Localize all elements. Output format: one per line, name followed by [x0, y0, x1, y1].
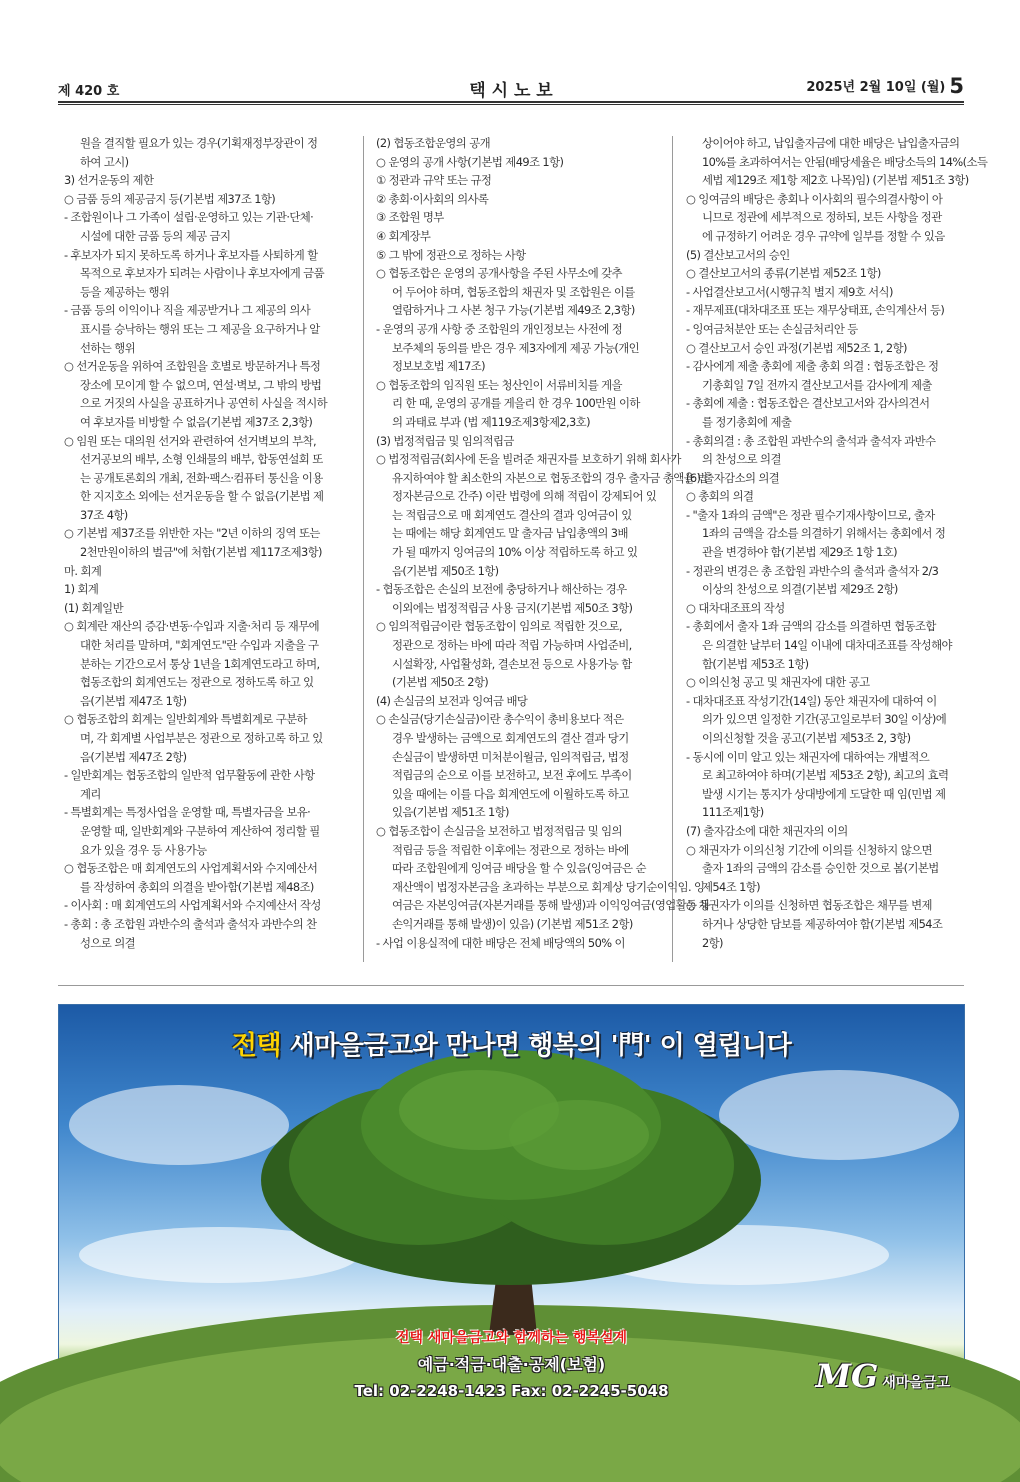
text-line: 음(기본법 제47조 2항) [80, 749, 187, 764]
ad-separator [58, 985, 964, 986]
column-1 [64, 134, 348, 966]
text-line: ○ 법정적립금(회사에 돈을 빌려준 채권자를 보호하기 위해 회사가 [376, 452, 681, 467]
text-line: 대한 처리를 말하며, "회계연도"란 수입과 지출을 구 [80, 638, 319, 653]
text-line: 의가 있으면 일정한 기간(공고일로부터 30일 이상)에 [702, 712, 947, 727]
text-line: ○ 협동조합이 손실금을 보전하고 법정적립금 및 임의 [376, 823, 622, 838]
text-line: ⑤ 그 밖에 정관으로 정하는 사항 [376, 247, 526, 262]
text-line: (기본법 제50조 2항) [392, 675, 489, 690]
text-line: 음(기본법 제50조 1항) [392, 563, 499, 578]
text-line: ○ 채권자가 이의신청 기간에 이의를 신청하지 않으면 [686, 842, 932, 857]
text-line: 시설확장, 사업활성화, 결손보전 등으로 사용가능 함 [392, 656, 632, 671]
text-line: 보주체의 동의를 받은 경우 제3자에게 제공 가능(개인 [392, 340, 640, 355]
text-line: 니므로 정관에 세부적으로 정하되, 보든 사항을 정관 [702, 210, 942, 225]
text-line: 기총회일 7일 전까지 결산보고서를 감사에게 제출 [702, 377, 932, 392]
text-line: 하여 고시) [80, 154, 129, 169]
text-line: 한 지지호소 외에는 선거운동을 할 수 없음(기본법 제 [80, 489, 324, 504]
text-line: ○ 결산보고서 승인 과정(기본법 제52조 1, 2항) [686, 340, 907, 355]
text-line: 운영할 때, 일반회계와 구분하여 계산하여 정리할 필 [80, 823, 320, 838]
text-line: 협동조합의 회계연도는 정관으로 정하도록 하고 있 [80, 675, 314, 690]
text-line: 유지하여야 할 최소한의 자본으로 협동조합의 경우 출자금 총액을 법 [392, 470, 708, 485]
page-header [58, 74, 964, 102]
text-line: - 협동조합은 손실의 보전에 충당하거나 해산하는 경우 [376, 582, 627, 597]
text-line: - 조합원이나 그 가족이 설립·운영하고 있는 기관·단체· [64, 210, 314, 225]
text-line: ○ 협동조합은 매 회계연도의 사업계획서와 수지예산서 [64, 861, 318, 876]
text-line: ○ 임원 또는 대의원 선거와 관련하여 선거벽보의 부착, [64, 433, 316, 448]
text-line: 여 후보자를 비방할 수 없음(기본법 제37조 2,3항) [80, 414, 313, 429]
ad-headline [59, 1025, 964, 1062]
text-line: ○ 협동조합의 임직원 또는 청산인이 서류비치를 게을 [376, 377, 622, 392]
mg-logo-mark: MG [815, 1357, 879, 1395]
text-line: 정자본금으로 간주) 이란 법령에 의해 적립이 강제되어 있 [392, 489, 657, 504]
text-line: - 특별회계는 특정사업을 운영할 때, 특별자금을 보유· [64, 805, 311, 820]
mg-logo-name: 새마을금고 [882, 1375, 950, 1391]
text-line: (2) 협동조합운영의 공개 [376, 136, 491, 150]
text-line: - 총회에 제출 : 협동조합은 결산보고서와 감사의견서 [686, 396, 930, 411]
text-line: 정보보호법 제17조) [392, 359, 485, 374]
text-line: 있음(기본법 제51조 1항) [392, 805, 509, 820]
text-line: (6) 출자감소의 의결 [686, 470, 780, 485]
text-line: 리 한 때, 운영의 공개를 게을리 한 경우 100만원 이하 [392, 396, 640, 411]
text-line: 제54조 1항) [702, 879, 761, 894]
text-line: 는 적립금으로 매 회계연도 결산의 결과 잉여금이 있 [392, 507, 632, 522]
text-line: 표시를 승낙하는 행위 또는 그 제공을 요구하거나 알 [80, 321, 320, 336]
text-line: 여금은 자본잉여금(자본거래를 통해 발생)과 이익잉여금(영업활동 등 [392, 898, 710, 913]
text-line: 있을 때에는 이를 다음 회계연도에 이월하도록 하고 [392, 786, 629, 801]
text-line: 음(기본법 제47조 1항) [80, 693, 187, 708]
text-line: - 일반회계는 협동조합의 일반적 업무활동에 관한 사항 [64, 768, 315, 783]
text-line: 2천만원이하의 벌금"에 처함(기본법 제117조제3항) [80, 545, 322, 560]
text-line: 함(기본법 제53조 1항) [702, 656, 809, 671]
text-line: 분하는 기간으로서 통상 1년을 1회계연도라고 하며, [80, 656, 320, 671]
text-line: 계리 [80, 786, 101, 801]
text-line: 따라 조합원에게 잉여금 배당을 할 수 있음(잉여금은 순 [392, 861, 646, 876]
ad-headline-rest: 새마을금고와 만나면 행복의 '門' 이 열립니다 [281, 1031, 792, 1061]
text-line: - "출자 1좌의 금액"은 정관 필수기재사항이므로, 출자 [686, 507, 935, 522]
text-line: 를 정기총회에 제출 [702, 414, 792, 429]
text-line: - 총회의결 : 총 조합원 과반수의 출석과 출석자 과반수 [686, 433, 936, 448]
text-line: ○ 선거운동을 위하여 조합원을 호별로 방문하거나 특정 [64, 359, 321, 374]
text-line: (7) 출자감소에 대한 채권자의 이의 [686, 823, 848, 838]
text-line: 출자 1좌의 금액의 감소를 승인한 것으로 봄(기본법 [702, 861, 939, 876]
text-line: 에 규정하기 어려운 경우 규약에 일부를 정할 수 있음 [702, 228, 945, 243]
column-2 [376, 134, 710, 966]
text-line: - 동시에 이미 알고 있는 채권자에 대하여는 개별적으 [686, 749, 930, 764]
text-line: ○ 대차대조표의 작성 [686, 600, 785, 615]
advertisement-banner [58, 1004, 965, 1430]
text-line: (1) 회계일반 [64, 600, 123, 615]
text-line: 요가 있을 경우 등 사용가능 [80, 842, 207, 857]
text-line: 이의신청할 것을 공고(기본법 제53조 2, 3항) [702, 731, 911, 745]
text-line: 는 때에는 해당 회계연도 말 출자금 납입총액의 3배 [392, 526, 628, 541]
text-line: 111조제1항) [702, 805, 764, 820]
text-line: - 재무제표(대차대조표 또는 재무상태표, 손익계산서 등) [686, 303, 945, 318]
ad-services: 예금·적금·대출·공제(보험) [417, 1355, 606, 1374]
text-line: 어 두어야 하며, 협동조합의 채권자 및 조합원은 이를 [392, 284, 635, 299]
text-line: 성으로 의결 [80, 935, 136, 950]
text-line: - 감사에게 제출 총회에 제출 총회 의결 : 협동조합은 정 [686, 359, 939, 374]
text-line: 발생 시기는 통지가 상대방에게 도달한 때 임(민법 제 [702, 786, 946, 801]
text-line: 손실금이 발생하면 미처분이월금, 임의적립금, 법정 [392, 749, 629, 764]
text-line: - 이사회 : 매 회계연도의 사업계획서와 수지예산서 작성 [64, 898, 321, 913]
header-rule-thin [58, 104, 964, 105]
text-line: 1) 회계 [64, 582, 99, 597]
text-line: - 금품 등의 이익이나 직을 제공받거나 그 제공의 의사 [64, 303, 311, 318]
text-line: ④ 회계장부 [376, 228, 431, 243]
text-line: 정관으로 정하는 바에 따라 적립 가능하며 사업준비, [392, 638, 632, 653]
text-line: ○ 기본법 제37조를 위반한 자는 "2년 이하의 징역 또는 [64, 526, 320, 541]
text-line: ○ 잉여금의 배당은 총회나 이사회의 필수의결사항이 아 [686, 191, 943, 206]
text-line: 관을 변경하야 함(기본법 제29조 1항 1호) [702, 545, 898, 560]
text-line: - 후보자가 되지 못하도록 하거나 후보자를 사퇴하게 할 [64, 247, 318, 262]
text-line: ○ 총회의 의결 [686, 489, 754, 504]
text-line: 원을 결직할 필요가 있는 경우(기획재정부장관이 정 [80, 136, 318, 150]
ad-tagline: 전택 새마을금고와 함께하는 행복설계 [395, 1330, 627, 1346]
text-line: - 정관의 변경은 총 조합원 과반수의 출석과 출석자 2/3 [686, 563, 939, 578]
issue-number: 제 420 호 [58, 84, 120, 99]
text-line: ○ 채권자가 이의를 신청하면 협동조합은 채무를 변제 [686, 898, 932, 913]
text-line: ○ 운영의 공개 사항(기본법 제49조 1항) [376, 154, 564, 169]
text-line: 로 최고하여야 하며(기본법 제53조 2항), 최고의 효력 [702, 768, 949, 783]
text-line: ○ 이의신청 공고 및 채권자에 대한 공고 [686, 675, 870, 690]
text-line: 은 의결한 날부터 14일 이내에 대차대조표를 작성해야 [702, 638, 952, 653]
text-line: 37조 4항) [80, 507, 128, 522]
text-line: 를 작성하여 총회의 의결을 받아함(기본법 제48조) [80, 879, 314, 894]
text-line: 적립금의 순으로 이를 보전하고, 보전 후에도 부족이 [392, 768, 632, 783]
text-line: ② 총회·이사회의 의사록 [376, 191, 489, 206]
text-line: 의 과태료 부과 (법 제119조제3항제2,3호) [392, 414, 590, 429]
ad-contact: Tel: 02-2248-1423 Fax: 02-2245-5048 [354, 1382, 669, 1400]
text-line: ○ 임의적립금이란 협동조합이 임의로 적립한 것으로, [376, 619, 622, 634]
text-line: 적립금 등을 적립한 이후에는 정관으로 정하는 바에 [392, 842, 629, 857]
text-line: ○ 손실금(당기손실금)이란 총수익이 총비용보다 적은 [376, 712, 624, 727]
text-line: 3) 선거운동의 제한 [64, 173, 154, 188]
text-line: 재산액이 법정자본금을 초과하는 부분으로 회계상 당기순이익임. 잉 [392, 879, 705, 894]
header-rule [58, 101, 964, 103]
text-line: 는 공개토론회의 개최, 전화·팩스·컴퓨터 통신을 이용 [80, 470, 323, 485]
text-line: (3) 법정적립금 및 임의적립금 [376, 433, 514, 448]
text-line: 이상의 찬성으로 의결(기본법 제29조 2항) [702, 582, 898, 597]
text-line: ○ 결산보고서의 종류(기본법 제52조 1항) [686, 266, 881, 281]
text-line: ③ 조합원 명부 [376, 210, 444, 225]
text-line: 1좌의 금액을 감소를 의결하기 위해서는 총회에서 정 [702, 526, 946, 541]
text-line: 하거나 상당한 담보를 제공하여야 함(기본법 제54조 [702, 916, 943, 931]
newspaper-name: 택 시 노 보 [469, 81, 553, 101]
text-line: 장소에 모이게 할 수 없으며, 연설·벽보, 그 밖의 방법 [80, 377, 322, 392]
text-line: - 잉여금처분안 또는 손실금처리안 등 [686, 321, 858, 336]
text-line: 며, 각 회계별 사업부분은 정관으로 정하고록 하고 있 [80, 731, 323, 745]
text-line: - 총회에서 출자 1좌 금액의 감소를 의결하면 협동조합 [686, 619, 936, 634]
text-line: - 운영의 공개 사항 중 조합원의 개인정보는 사전에 정 [376, 321, 623, 336]
text-line: - 사업 이용실적에 대한 배당은 전체 배당액의 50% 이 [376, 935, 625, 950]
text-line: 등을 제공하는 행위 [80, 284, 170, 299]
text-line: - 총회 : 총 조합원 과반수의 출석과 출석자 과반수의 찬 [64, 916, 317, 931]
page-number: 5 [949, 74, 964, 98]
article-body [0, 134, 1020, 966]
text-line: 경우 발생하는 금액으로 회계연도의 결산 결과 당기 [392, 731, 629, 745]
text-line: 이외에는 법정적립금 사용 금지(기본법 제50조 3항) [392, 600, 633, 615]
text-line: 목적으로 후보자가 되려는 사람이나 후보자에게 금품 [80, 266, 324, 281]
text-line: 시설에 대한 금품 등의 제공 금지 [80, 228, 231, 243]
text-line: ○ 회계란 재산의 증감·변동·수입과 지출·처리 등 재무에 [64, 619, 319, 634]
mg-logo [816, 1357, 950, 1395]
text-line: 마. 회계 [64, 563, 102, 578]
text-line: (4) 손실금의 보전과 잉여금 배당 [376, 693, 528, 708]
text-line: 의 찬성으로 의결 [702, 452, 781, 467]
text-line: ① 정관과 규약 또는 규정 [376, 173, 492, 188]
column-3 [686, 134, 988, 966]
text-line: 10%를 초과하여서는 안됨(배당세율은 배당소득의 14%(소득 [702, 154, 988, 169]
ad-headline-highlight: 전택 [231, 1031, 282, 1061]
text-line: 손익거래를 통해 발생)이 있음) (기본법 제51조 2항) [392, 916, 633, 931]
text-line: ○ 협동조합은 운영의 공개사항을 주된 사무소에 갖추 [376, 266, 622, 281]
text-line: 가 될 때까지 잉여금의 10% 이상 적립하도록 하고 있 [392, 545, 638, 560]
text-line: - 사업결산보고서(시행규칙 별지 제9호 서식) [686, 284, 893, 299]
text-line: 세법 제129조 제1항 제2호 나목)임) (기본법 제51조 3항) [702, 173, 969, 188]
text-line: - 대차대조표 작성기간(14일) 동안 채권자에 대하여 이 [686, 693, 937, 708]
text-line: 상이어야 하고, 납입출자금에 대한 배당은 납입출자금의 [702, 136, 960, 150]
text-line: 으로 거짓의 사실을 공표하거나 공연히 사실을 적시하 [80, 396, 327, 411]
text-line: 2항) [702, 935, 723, 950]
text-line: ○ 협동조합의 회계는 일반회계와 특별회계로 구분하 [64, 712, 307, 727]
text-line: 선하는 행위 [80, 340, 136, 355]
issue-date [806, 74, 964, 98]
text-line: ○ 금품 등의 제공금지 등(기본법 제37조 1항) [64, 191, 276, 206]
date-text: 2025년 2월 10일 (월) [806, 80, 946, 95]
text-line: (5) 결산보고서의 승인 [686, 247, 790, 262]
text-line: 선거공보의 배부, 소형 인쇄물의 배부, 합동연설회 또 [80, 452, 323, 467]
text-line: 열람하거나 그 사본 청구 가능(기본법 제49조 2,3항) [392, 303, 635, 318]
